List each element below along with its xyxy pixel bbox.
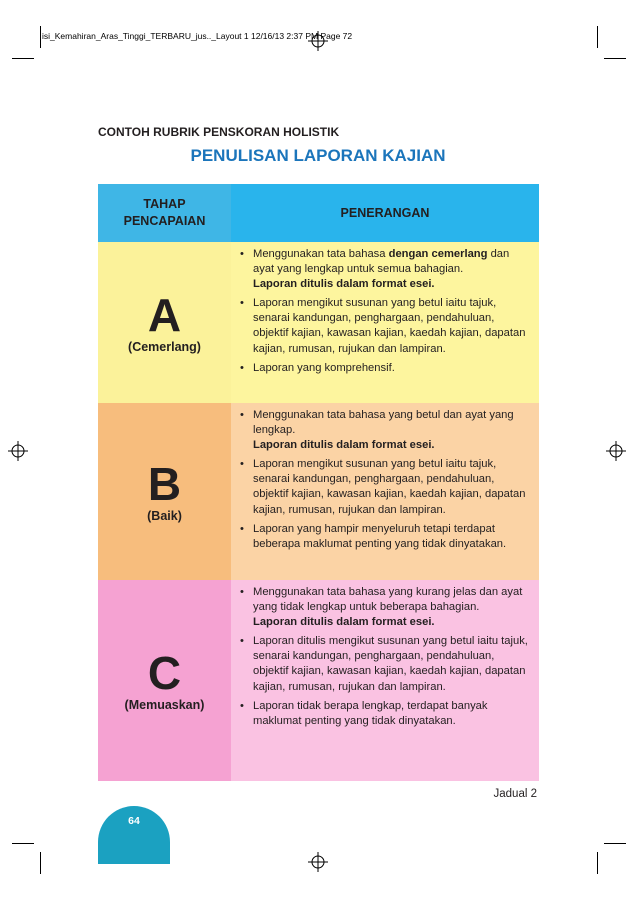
rubric-row-c: [98, 580, 539, 781]
grade-name: (Memuaskan): [124, 697, 205, 712]
format-note: Laporan ditulis dalam format esei.: [253, 439, 435, 452]
rubric-table: [98, 184, 539, 781]
criteria-text: dan ayat yang lengkap untuk semua bahagian.: [253, 248, 510, 276]
criteria-text: Laporan mengikut susunan yang betul iaitu tajuk, senarai kandungan, penghargaan, pendahuluan, objektif kajian, kawasan kajian, kaedah kajian, dapatan kajian, rumusan, rujukan dan lampiran.: [253, 458, 526, 516]
table-caption: Jadual 2: [493, 788, 537, 800]
criteria-text: Laporan tidak berapa lengkap, terdapat banyak maklumat penting yang tidak dinyatakan.: [253, 699, 488, 727]
criteria-text: Menggunakan tata bahasa yang kurang jelas dan ayat yang tidak lengkap untuk beberapa bahagian.: [253, 586, 523, 614]
criteria-text: Laporan yang hampir menyeluruh tetapi terdapat beberapa maklumat penting yang tidak dinyatakan.: [253, 522, 507, 550]
crop-mark: [12, 843, 34, 844]
description-cell: [231, 403, 539, 580]
page-number: 64: [128, 815, 140, 827]
criteria-bullet: [239, 296, 531, 356]
registration-mark-icon: [8, 441, 28, 461]
crop-mark: [40, 26, 41, 48]
grade-name: (Cemerlang): [128, 339, 201, 354]
crop-mark: [597, 852, 598, 874]
criteria-bullet: [239, 361, 531, 376]
table-header: [98, 184, 539, 242]
criteria-bullet: [239, 408, 531, 453]
criteria-bullet: [239, 247, 531, 292]
criteria-text: Laporan mengikut susunan yang betul iaitu tajuk, senarai kandungan, penghargaan, pendahuluan, objektif kajian, kawasan kajian, kaedah kajian, dapatan kajian, rumusan, rujukan dan lampiran.: [253, 297, 526, 355]
rubric-row-b: [98, 403, 539, 580]
section-subtitle: CONTOH RUBRIK PENSKORAN HOLISTIK: [98, 125, 340, 139]
criteria-text: Laporan ditulis mengikut susunan yang betul iaitu tajuk, senarai kandungan, penghargaan, pendahuluan, objektif kajian, kawasan kajian, kaedah kajian, dapatan kajian, rumusan, rujukan dan lampiran.: [253, 635, 528, 693]
header-level: TAHAP PENCAPAIAN: [98, 184, 231, 242]
crop-mark: [604, 58, 626, 59]
criteria-bullet: [239, 522, 531, 552]
crop-mark: [40, 852, 41, 874]
criteria-bullet: [239, 457, 531, 517]
page-title: PENULISAN LAPORAN KAJIAN: [190, 146, 446, 165]
criteria-bullet: [239, 634, 531, 694]
criteria-emphasis: dengan cemerlang: [388, 248, 488, 260]
header-description: PENERANGAN: [231, 184, 539, 242]
grade-cell: [98, 242, 231, 403]
grade-letter: B: [147, 457, 182, 510]
grade-letter: C: [147, 646, 182, 699]
criteria-bullet: [239, 699, 531, 729]
grade-cell: [98, 580, 231, 781]
grade-cell: [98, 403, 231, 580]
description-cell: [231, 242, 539, 403]
registration-mark-icon: [606, 441, 626, 461]
grade-name: (Baik): [147, 508, 182, 523]
criteria-text: Menggunakan tata bahasa yang betul dan ayat yang lengkap.: [253, 409, 514, 437]
format-note: Laporan ditulis dalam format esei.: [253, 616, 435, 629]
crop-mark: [597, 26, 598, 48]
criteria-text: Menggunakan tata bahasa: [253, 248, 389, 260]
grade-letter: A: [147, 288, 182, 341]
crop-mark: [12, 58, 34, 59]
format-note: Laporan ditulis dalam format esei.: [253, 278, 435, 291]
registration-mark-icon: [308, 31, 328, 51]
criteria-text: Laporan yang komprehensif.: [253, 361, 395, 374]
registration-mark-icon: [308, 852, 328, 872]
description-cell: [231, 580, 539, 781]
rubric-row-a: [98, 242, 539, 403]
printer-slug: isi_Kemahiran_Aras_Tinggi_TERBARU_jus.._Layout 1 12/16/13 2:37 PM Page 72: [42, 31, 353, 41]
crop-mark: [604, 843, 626, 844]
criteria-bullet: [239, 585, 531, 630]
